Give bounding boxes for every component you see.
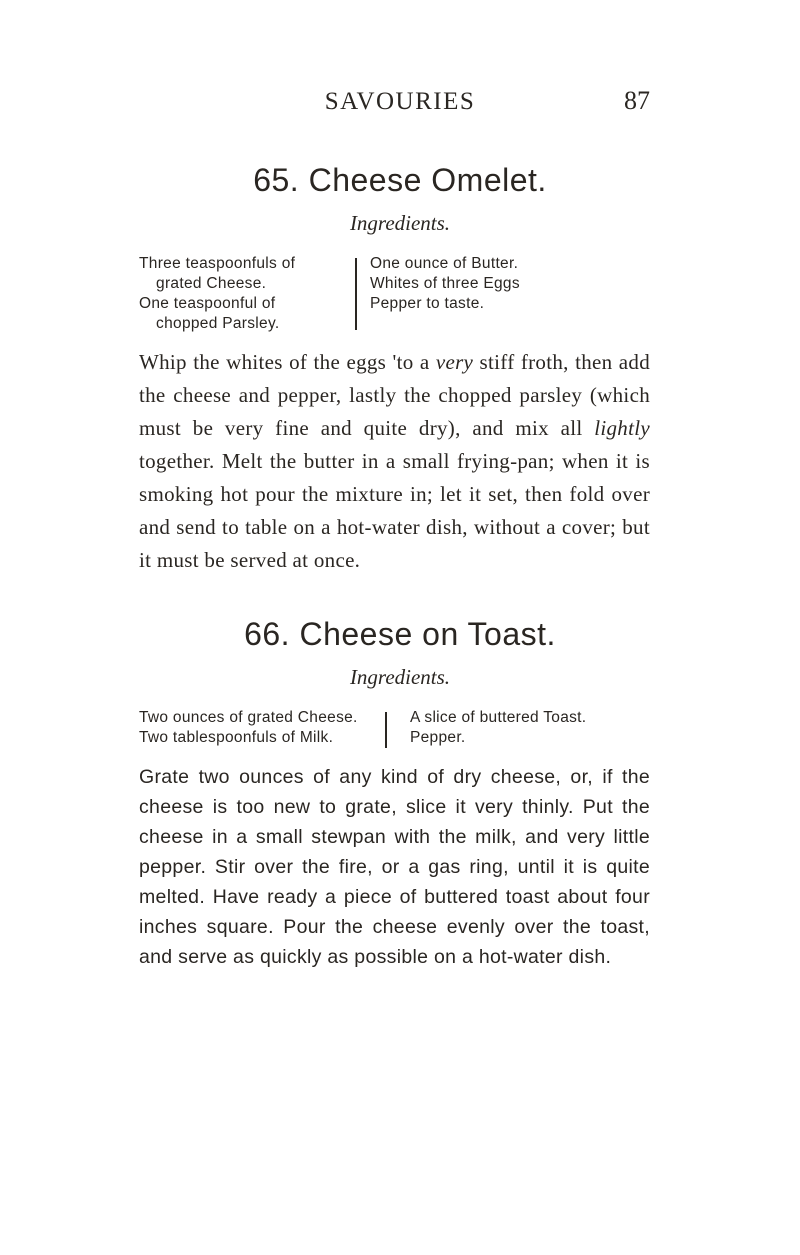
ingredients-left-column	[139, 708, 359, 748]
ingredients-heading: Ingredients.	[349, 211, 451, 235]
page-number: 87	[624, 86, 650, 115]
ingredient-item: Whites of three Eggs	[370, 275, 520, 292]
ingredients-right-column	[410, 708, 650, 748]
ingredients-left-column	[139, 254, 339, 334]
recipe-title-cheese-omelet: 65. Cheese Omelet.	[253, 162, 547, 198]
emphasis: lightly	[594, 416, 650, 440]
ingredient-item: One teaspoonful of chopped Parsley.	[139, 295, 280, 332]
ingredient-item: Two ounces of grated Cheese.	[139, 709, 358, 726]
recipe-title-cheese-on-toast: 66. Cheese on Toast.	[244, 616, 556, 652]
column-divider	[355, 258, 357, 330]
emphasis: very	[435, 350, 474, 374]
column-divider	[385, 712, 387, 748]
ingredient-item: Pepper.	[410, 729, 466, 746]
ingredient-item: One ounce of Butter.	[370, 255, 519, 272]
running-title: SAVOURIES	[324, 88, 476, 115]
method-paragraph	[139, 346, 650, 577]
ingredients-heading: Ingredients.	[349, 665, 451, 689]
ingredient-item: Three teaspoonfuls of grated Cheese.	[139, 255, 296, 292]
ingredients-right-column	[370, 254, 610, 314]
ingredient-item: Pepper to taste.	[370, 295, 485, 312]
ingredient-item: Two tablespoonfuls of Milk.	[139, 729, 334, 746]
running-head	[0, 88, 800, 120]
text-run: stiff froth, then add the cheese and pepper, lastly the chopped parsley (which must be very fine and quite dry), and mix all	[139, 350, 650, 440]
method-paragraph: Grate two ounces of any kind of dry cheese, or, if the cheese is too new to grate, slice it very thinly. Put the cheese in a small stewpan with the milk, and very little pepper. Stir over the fire, or a gas ring, until it is quite melted. Have ready a piece of buttered toast about four inches square. Pour the cheese evenly over the toast, and serve as quickly as possible on a hot-water dish.	[139, 766, 650, 968]
ingredient-item: A slice of buttered Toast.	[410, 709, 587, 726]
text-run: together. Melt the butter in a small frying-pan; when it is smoking hot pour the mixture in; let it set, then fold over and send to table on a hot-water dish, without a cover; but it must be served at once.	[139, 449, 650, 572]
text-run: Whip the whites of the eggs 'to a	[139, 350, 436, 374]
